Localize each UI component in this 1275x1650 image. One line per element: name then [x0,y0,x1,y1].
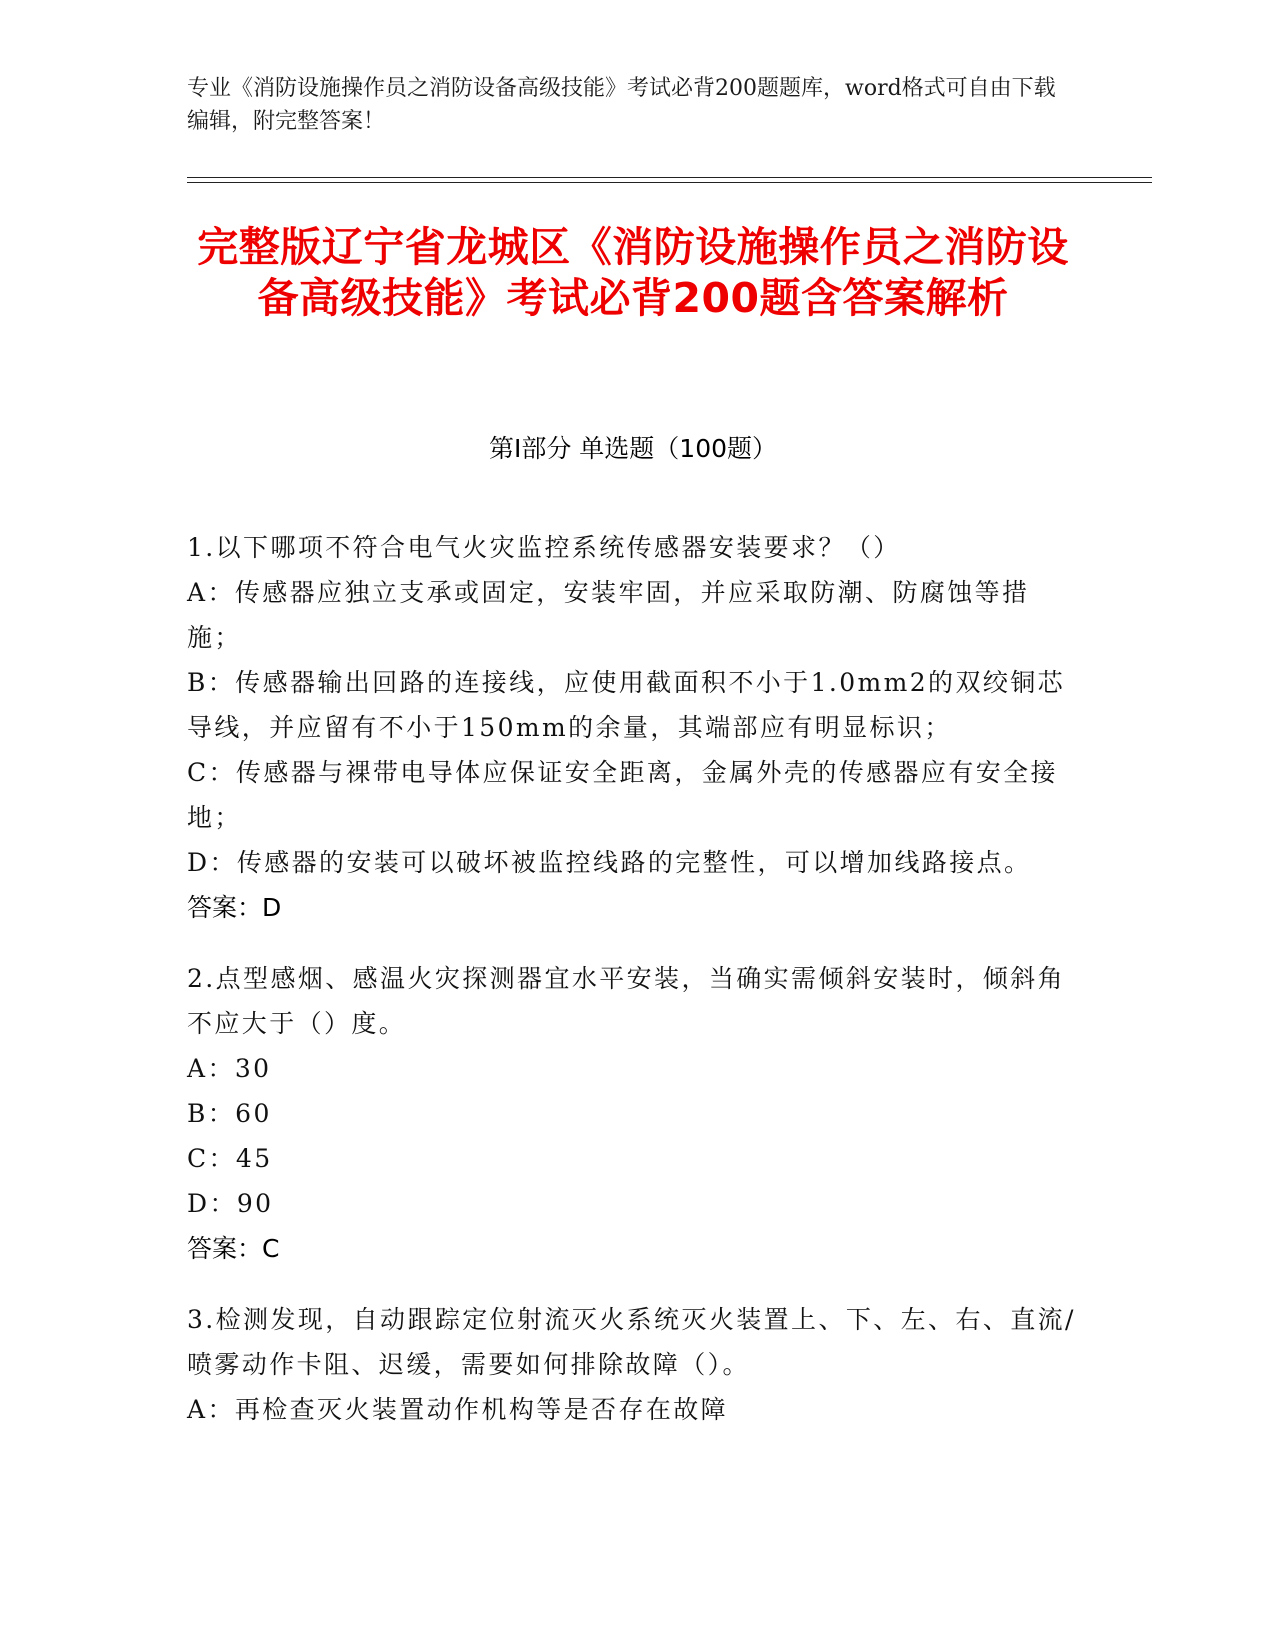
question-1 [187,525,1077,930]
option-d: D：传感器的安装可以破坏被监控线路的完整性，可以增加线路接点。 [187,848,1032,877]
header-divider-bottom [187,182,1152,183]
header-note: 专业《消防设施操作员之消防设备高级技能》考试必背200题题库，word格式可自由下载编辑，附完整答案！ [187,76,1056,134]
question-stem: 1.以下哪项不符合电气火灾监控系统传感器安装要求？（） [187,533,901,562]
question-stem: 2.点型感烟、感温火灾探测器宜水平安装，当确实需倾斜安装时，倾斜角不应大于（）度。 [187,964,1066,1038]
question-stem: 3.检测发现，自动跟踪定位射流灭火系统灭火装置上、下、左、右、直流/喷雾动作卡阻、迟缓，需要如何排除故障（）。 [187,1305,1076,1379]
document-title: 完整版辽宁省龙城区《消防设施操作员之消防设备高级技能》考试必背200题含答案解析 [197,223,1069,322]
option-a: A：传感器应独立支承或固定，安装牢固，并应采取防潮、防腐蚀等措施； [187,578,1030,652]
option-d: D：90 [187,1189,274,1218]
option-a: A：再检查灭火装置动作机构等是否存在故障 [187,1395,729,1424]
question-3 [187,1297,1077,1432]
option-a: A：30 [187,1054,272,1083]
option-c: C：传感器与裸带电导体应保证安全距离，金属外壳的传感器应有安全接地； [187,758,1058,832]
answer: 答案：D [187,893,282,922]
option-c: C：45 [187,1144,273,1173]
option-b: B：60 [187,1099,272,1128]
question-list [187,525,1077,1458]
section-title: 第Ⅰ部分 单选题（100题） [488,434,778,463]
option-b: B：传感器输出回路的连接线，应使用截面积不小于1.0mm2的双绞铜芯导线，并应留有不小于150mm的余量，其端部应有明显标识； [187,668,1066,742]
question-2 [187,956,1077,1271]
header-divider-top [187,177,1152,178]
answer: 答案：C [187,1234,280,1263]
